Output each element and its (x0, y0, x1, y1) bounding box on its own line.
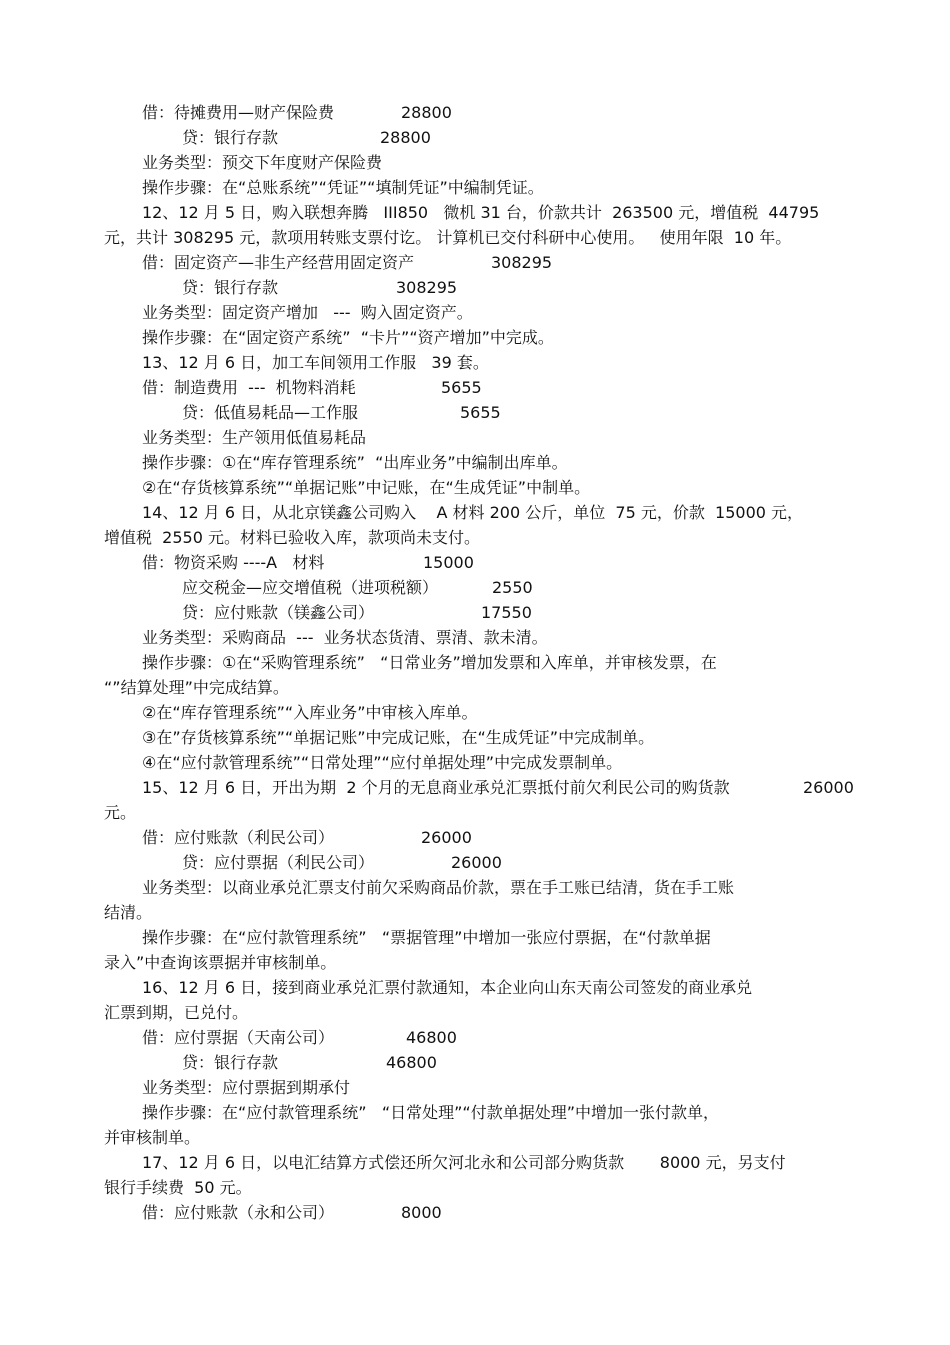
text-line: 业务类型：预交下年度财产保险费 (142, 153, 383, 172)
amount: 46800 (406, 1028, 457, 1047)
amount: 2550 (492, 578, 533, 597)
text-line: 业务类型：采购商品 --- 业务状态货清、票清、款未清。 (142, 628, 548, 647)
text-line: 12、12 月 5 日，购入联想奔腾 III850 微机 31 台，价款共计 263500 元，增值税 44795 (142, 203, 820, 222)
text-line: 增值税 2550 元。材料已验收入库，款项尚未支付。 (104, 528, 480, 547)
text-line: 操作步骤：在“应付款管理系统” “票据管理”中增加一张应付票据，在“付款单据 (142, 928, 711, 947)
text-line: ④在“应付款管理系统”“日常处理”“应付单据处理”中完成发票制单。 (142, 753, 623, 772)
text-line: 业务类型：以商业承兑汇票支付前欠采购商品价款，票在手工账已结清，货在手工账 (142, 878, 735, 897)
text-line: 操作步骤：①在“采购管理系统” “日常业务”增加发票和入库单，并审核发票，在 (142, 653, 717, 672)
entry-line: 借：待摊费用—财产保险费 (142, 103, 335, 122)
amount: 28800 (380, 128, 431, 147)
entry-line: 贷：银行存款 (182, 128, 279, 147)
amount: 308295 (491, 253, 553, 272)
text-line: 结清。 (104, 903, 153, 922)
text-line: 操作步骤：在“固定资产系统” “卡片”“资产增加”中完成。 (142, 328, 554, 347)
text-line: 录入”中查询该票据并审核制单。 (104, 953, 337, 972)
text-line: ②在“库存管理系统”“入库业务”中审核入库单。 (142, 703, 478, 722)
text-line: 银行手续费 50 元。 (104, 1178, 252, 1197)
text-line: 元。 (104, 803, 137, 822)
text-line: 汇票到期，已兑付。 (104, 1003, 249, 1022)
entry-line: 贷：银行存款 (182, 278, 279, 297)
text-line: 操作步骤：在“应付款管理系统” “日常处理”“付款单据处理”中增加一张付款单， (142, 1103, 719, 1122)
text-line: 业务类型：固定资产增加 --- 购入固定资产。 (142, 303, 473, 322)
entry-line: 应交税金—应交增值税（进项税额） (182, 578, 439, 597)
text-line: 15、12 月 6 日，开出为期 2 个月的无息商业承兑汇票抵付前欠利民公司的购货款 (142, 778, 730, 797)
text-line: 13、12 月 6 日，加工车间领用工作服 39 套。 (142, 353, 489, 372)
text-line: 业务类型：生产领用低值易耗品 (142, 428, 367, 447)
entry-line: 借：应付账款（永和公司） (142, 1203, 335, 1222)
entry-line: 借：制造费用 --- 机物料消耗 (142, 378, 356, 397)
text-line: 元，共计 308295 元，款项用转账支票付讫。 计算机已交付科研中心使用。 使用年限 10 年。 (104, 228, 792, 247)
entry-line: 借：物资采购 ----A 材料 (142, 553, 325, 572)
amount: 46800 (386, 1053, 437, 1072)
amount: 5655 (441, 378, 482, 397)
entry-line: 借：固定资产—非生产经营用固定资产 (142, 253, 415, 272)
entry-line: 借：应付账款（利民公司） (142, 828, 335, 847)
text-line: “”结算处理”中完成结算。 (104, 678, 289, 697)
text-line: 16、12 月 6 日，接到商业承兑汇票付款通知，本企业向山东天南公司签发的商业承兑 (142, 978, 753, 997)
amount: 28800 (401, 103, 452, 122)
text-line: ②在“存货核算系统”“单据记账”中记账，在“生成凭证”中制单。 (142, 478, 591, 497)
amount: 8000 (401, 1203, 442, 1222)
text-line: 17、12 月 6 日，以电汇结算方式偿还所欠河北永和公司部分购货款 8000 元，另支付 (142, 1153, 786, 1172)
entry-line: 贷：应付账款（镁鑫公司） (182, 603, 375, 622)
text-line: 操作步骤：在“总账系统”“凭证”“填制凭证”中编制凭证。 (142, 178, 544, 197)
entry-line: 贷：低值易耗品—工作服 (182, 403, 359, 422)
text-line: ③在”存货核算系统”“单据记账”中完成记账，在“生成凭证”中完成制单。 (142, 728, 655, 747)
amount: 5655 (460, 403, 501, 422)
text-line: 业务类型：应付票据到期承付 (142, 1078, 351, 1097)
amount: 26000 (421, 828, 472, 847)
amount: 26000 (803, 778, 854, 797)
entry-line: 贷：应付票据（利民公司） (182, 853, 375, 872)
amount: 308295 (396, 278, 458, 297)
text-line: 14、12 月 6 日，从北京镁鑫公司购入 A 材料 200 公斤，单位 75 元，价款 15000 元， (142, 503, 804, 522)
amount: 15000 (423, 553, 474, 572)
entry-line: 贷：银行存款 (182, 1053, 279, 1072)
text-line: 操作步骤：①在“库存管理系统” “出库业务”中编制出库单。 (142, 453, 568, 472)
amount: 26000 (451, 853, 502, 872)
text-line: 并审核制单。 (104, 1128, 201, 1147)
entry-line: 借：应付票据（天南公司） (142, 1028, 335, 1047)
amount: 17550 (481, 603, 532, 622)
